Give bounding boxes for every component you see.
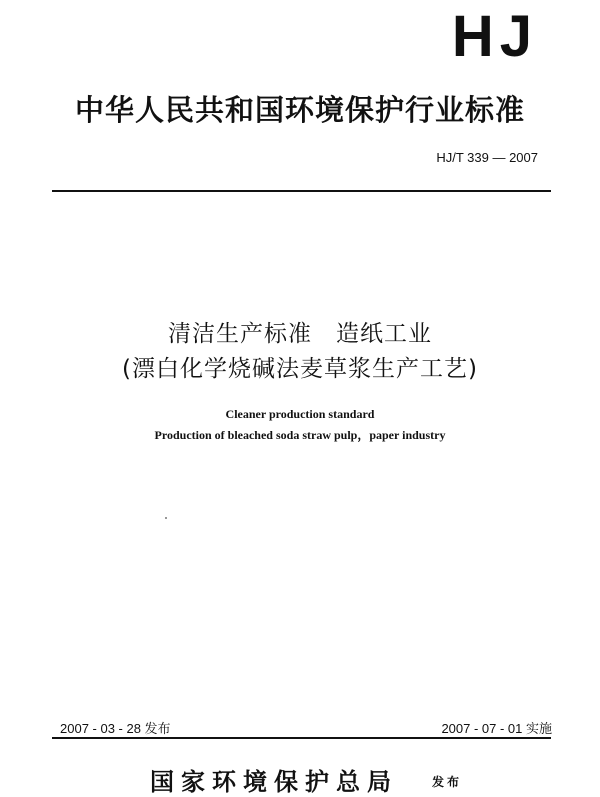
english-title-line1: Cleaner production standard <box>225 407 375 421</box>
scan-speck <box>165 517 167 519</box>
document-title-line2: (漂白化学烧碱法麦草浆生产工艺) <box>122 356 478 382</box>
top-divider <box>52 190 551 192</box>
hj-logo: HJ <box>451 4 538 69</box>
implement-date: 2007 - 07 - 01 实施 <box>441 721 552 736</box>
english-title-line2: Production of bleached soda straw pulp，paper industry <box>154 428 446 442</box>
publish-date: 2007 - 03 - 28 发布 <box>60 721 171 736</box>
issuing-authority: 国家环境保护总局 <box>150 767 398 796</box>
issue-label: 发布 <box>432 775 463 789</box>
standard-number: HJ/T 339 — 2007 <box>436 150 538 165</box>
document-title-line1: 清洁生产标准 造纸工业 <box>168 321 432 347</box>
standard-category-title: 中华人民共和国环境保护行业标准 <box>74 93 525 127</box>
bottom-divider <box>52 737 551 739</box>
